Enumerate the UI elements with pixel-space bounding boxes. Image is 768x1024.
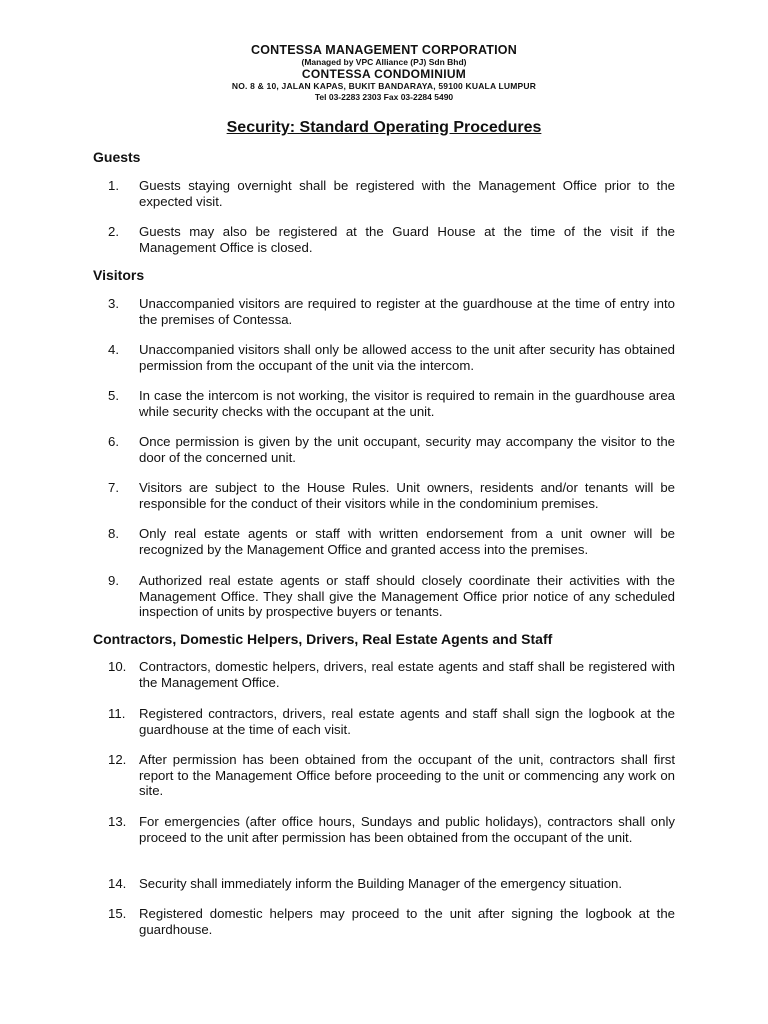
condominium-name: CONTESSA CONDOMINIUM xyxy=(301,67,467,81)
item-text: Only real estate agents or staff with written endorsement from a unit owner will be recognized by the Management Office and granted access into the premises. xyxy=(139,526,675,557)
item-number: 3. xyxy=(108,296,119,311)
address-line: NO. 8 & 10, JALAN KAPAS, BUKIT BANDARAYA, 59100 KUALA LUMPUR xyxy=(231,81,537,91)
item-number: 13. xyxy=(108,814,127,829)
item-number: 5. xyxy=(108,388,119,403)
section-heading-guests: Guests xyxy=(93,149,141,165)
managed-by-line: (Managed by VPC Alliance (PJ) Sdn Bhd) xyxy=(301,57,467,67)
item-number: 8. xyxy=(108,526,119,541)
section-heading-visitors: Visitors xyxy=(93,267,145,283)
item-text: Unaccompanied visitors are required to register at the guardhouse at the time of entry into the premises of Contessa. xyxy=(139,296,675,327)
section-heading-contractors: Contractors, Domestic Helpers, Drivers, Real Estate Agents and Staff xyxy=(93,631,553,647)
item-text: Registered domestic helpers may proceed to the unit after signing the logbook at the guardhouse. xyxy=(139,906,675,937)
item-number: 9. xyxy=(108,573,119,588)
item-text: Visitors are subject to the House Rules. Unit owners, residents and/or tenants will be responsible for the conduct of their visitors while in the condominium premises. xyxy=(139,480,675,511)
item-number: 7. xyxy=(108,480,119,495)
item-text: In case the intercom is not working, the visitor is required to remain in the guardhouse area while security checks with the occupant at the unit. xyxy=(139,388,675,419)
item-number: 1. xyxy=(108,178,119,193)
organization-name: CONTESSA MANAGEMENT CORPORATION xyxy=(251,43,517,57)
item-number: 15. xyxy=(108,906,127,921)
item-text: Contractors, domestic helpers, drivers, real estate agents and staff shall be registered with the Management Office. xyxy=(139,659,675,690)
item-number: 10. xyxy=(108,659,127,674)
item-text: Guests staying overnight shall be registered with the Management Office prior to the expected visit. xyxy=(139,178,675,209)
item-number: 4. xyxy=(108,342,119,357)
item-text: Security shall immediately inform the Building Manager of the emergency situation. xyxy=(139,876,623,891)
item-text: Once permission is given by the unit occupant, security may accompany the visitor to the door of the concerned unit. xyxy=(139,434,675,465)
item-text: After permission has been obtained from the occupant of the unit, contractors shall first report to the Management Office before proceeding to the unit or commencing any work on site. xyxy=(139,752,675,798)
item-text: Authorized real estate agents or staff should closely coordinate their activities with the Management Office. They shall give the Management Office prior notice of any scheduled inspection of units by prospective buyers or tenants. xyxy=(139,573,675,619)
document-title: Security: Standard Operating Procedures xyxy=(226,119,542,136)
item-text: Registered contractors, drivers, real estate agents and staff shall sign the logbook at the guardhouse at the time of each visit. xyxy=(139,706,675,737)
item-number: 2. xyxy=(108,224,119,239)
item-number: 6. xyxy=(108,434,119,449)
item-number: 12. xyxy=(108,752,127,767)
item-text: For emergencies (after office hours, Sundays and public holidays), contractors shall only proceed to the unit after permission has been obtained from the occupant of the unit. xyxy=(139,814,675,845)
item-text: Guests may also be registered at the Guard House at the time of the visit if the Management Office is closed. xyxy=(139,224,675,255)
item-text: Unaccompanied visitors shall only be allowed access to the unit after security has obtained permission from the occupant of the unit via the intercom. xyxy=(139,342,675,373)
contact-line: Tel 03-2283 2303 Fax 03-2284 5490 xyxy=(314,92,454,102)
item-number: 11. xyxy=(108,706,126,721)
item-number: 14. xyxy=(108,876,127,891)
